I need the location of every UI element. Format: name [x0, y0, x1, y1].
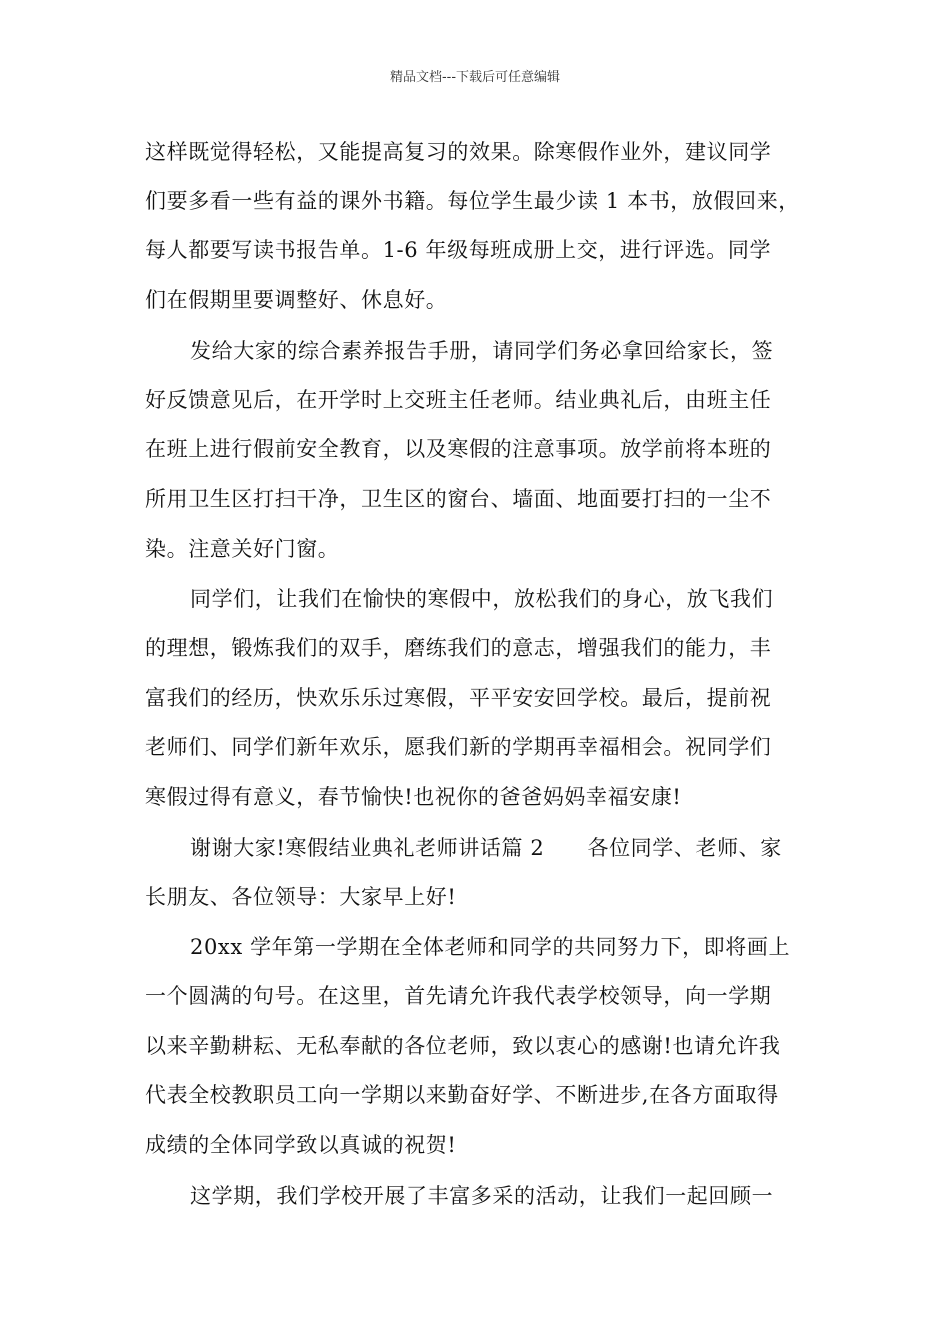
text-line: 以来辛勤耕耘、无私奉献的各位老师，致以衷心的感谢!也请允许我 [145, 1034, 781, 1058]
text-line: 们在假期里要调整好、休息好。 [145, 288, 448, 312]
text-line: 寒假过得有意义，春节愉快!也祝你的爸爸妈妈幸福安康! [145, 785, 682, 809]
text-line: 同学们，让我们在愉快的寒假中，放松我们的身心，放飞我们 [190, 587, 774, 611]
text-line: 每人都要写读书报告单。1-6 年级每班成册上交，进行评选。同学 [145, 238, 772, 262]
text-line: 这样既觉得轻松，又能提高复习的效果。除寒假作业外，建议同学 [145, 140, 772, 164]
text-line: 所用卫生区打扫干净，卫生区的窗台、墙面、地面要打扫的一尘不 [145, 487, 772, 511]
text-line: 好反馈意见后，在开学时上交班主任老师。结业典礼后，由班主任 [145, 388, 772, 412]
text-line: 老师们、同学们新年欢乐，愿我们新的学期再幸福相会。祝同学们 [145, 735, 772, 759]
text-line: 在班上进行假前安全教育，以及寒假的注意事项。放学前将本班的 [145, 437, 772, 461]
text-line: 染。注意关好门窗。 [145, 537, 340, 561]
text-line: 们要多看一些有益的课外书籍。每位学生最少读 1 本书，放假回来， [145, 189, 800, 213]
text-line: 长朋友、各位领导：大家早上好! [145, 885, 457, 909]
text-line: 这学期，我们学校开展了丰富多采的活动，让我们一起回顾一 [190, 1184, 774, 1208]
text-line: 谢谢大家!寒假结业典礼老师讲话篇 2 各位同学、老师、家 [190, 836, 782, 860]
text-line: 成绩的全体同学致以真诚的祝贺! [145, 1133, 457, 1157]
page-header: 精品文档---下载后可任意编辑 [389, 70, 561, 85]
text-line: 的理想，锻炼我们的双手，磨练我们的意志，增强我们的能力，丰 [145, 636, 772, 660]
text-line: 一个圆满的句号。在这里，首先请允许我代表学校领导，向一学期 [145, 984, 772, 1008]
text-line: 代表全校教职员工向一学期以来勤奋好学、不断进步,在各方面取得 [145, 1083, 779, 1107]
text-line: 发给大家的综合素养报告手册，请同学们务必拿回给家长，签 [190, 339, 774, 363]
text-line: 富我们的经历，快欢乐乐过寒假，平平安安回学校。最后，提前祝 [145, 686, 772, 710]
text-line: 20xx 学年第一学期在全体老师和同学的共同努力下，即将画上 [190, 935, 791, 959]
